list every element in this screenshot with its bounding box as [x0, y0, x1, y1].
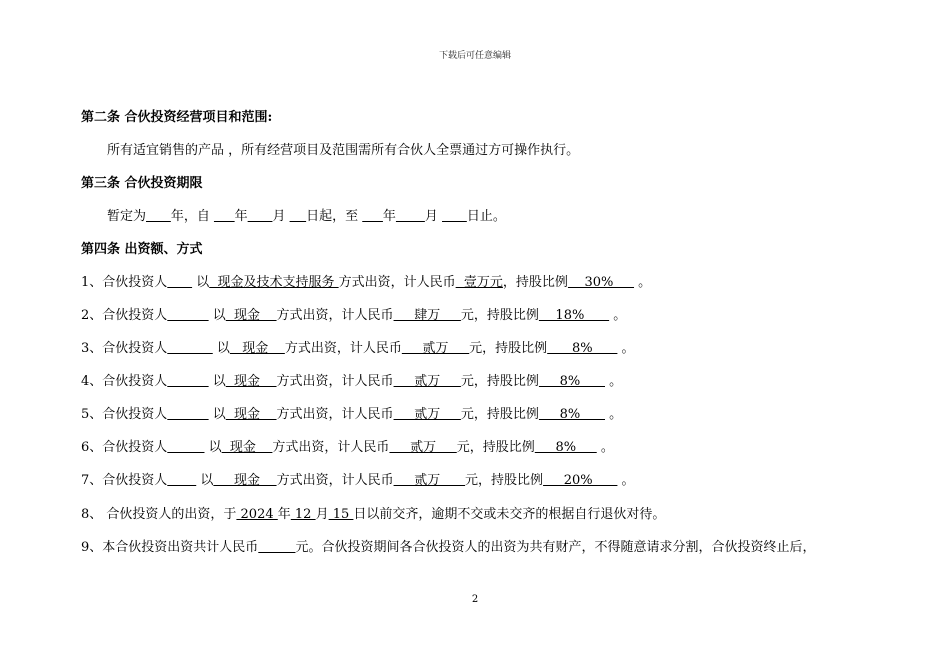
filled-field: 肆万 — [393, 308, 461, 323]
text-segment: 6、合伙投资人 — [81, 440, 168, 455]
contribution-item — [81, 440, 614, 456]
text-segment: 月 — [272, 209, 290, 224]
text-segment: 方式出资，计人民币 — [338, 275, 456, 290]
filled-field — [167, 308, 208, 323]
text-segment: 元，持股比例 — [469, 341, 548, 356]
article2-body: 所有适宜销售的产品 ，所有经营项目及范围需所有合伙人全票通过方可操作执行。 — [107, 143, 580, 158]
text-segment: 8、 合伙投资人的出资，于 — [81, 507, 237, 522]
contribution-item — [81, 473, 635, 489]
filled-field: 现金 — [225, 374, 277, 389]
text-segment: 以 — [208, 374, 226, 389]
contribution-item — [81, 275, 651, 291]
article4-heading: 第四条 出资额、方式 — [81, 242, 203, 257]
text-segment: 以 — [192, 275, 210, 290]
text-segment: 。 — [617, 341, 635, 356]
filled-field — [167, 374, 208, 389]
text-segment: 方式出资，计人民币 — [276, 308, 394, 323]
filled-field: 15 — [328, 507, 354, 522]
text-segment: 1、合伙投资人 — [81, 275, 168, 290]
text-segment: 方式出资，计人民币 — [272, 440, 390, 455]
text-segment: 年 — [277, 507, 291, 522]
filled-field: 贰万 — [393, 374, 461, 389]
text-segment: 7、合伙投资人 — [81, 473, 168, 488]
filled-field: 贰万 — [389, 440, 457, 455]
text-segment: 元，持股比例 — [460, 374, 539, 389]
text-segment: 以 — [212, 341, 230, 356]
filled-field: 30% — [567, 275, 635, 290]
blank-field — [442, 209, 467, 224]
filled-field: 壹万元 — [455, 275, 503, 290]
blank-field — [146, 209, 171, 224]
text-segment: 。 — [596, 440, 614, 455]
filled-field: 现金 — [225, 308, 277, 323]
text-segment: 。 — [605, 407, 623, 422]
blank-field — [362, 209, 383, 224]
filled-field: 现金 — [213, 473, 277, 488]
filled-field: 贰万 — [393, 473, 466, 488]
text-segment: 9、本合伙投资出资共计人民币 — [81, 540, 259, 555]
filled-field: 8% — [534, 440, 597, 455]
text-segment: 方式出资，计人民币 — [276, 374, 394, 389]
blank-field — [214, 209, 235, 224]
filled-field: 8% — [538, 407, 605, 422]
filled-field: 现金 — [229, 341, 285, 356]
text-segment: 。 — [617, 473, 635, 488]
filled-field: 8% — [547, 341, 618, 356]
page-header: 下载后可任意编辑 — [438, 51, 511, 61]
contribution-deadline — [81, 507, 665, 523]
text-segment: 3、合伙投资人 — [81, 341, 168, 356]
blank-field — [396, 209, 425, 224]
contribution-item — [81, 374, 622, 390]
text-segment: 日起，至 — [306, 209, 363, 224]
page-number: 2 — [471, 594, 479, 605]
text-segment: 日止。 — [466, 209, 506, 224]
text-segment: 年 — [234, 209, 248, 224]
text-segment: 以 — [208, 308, 226, 323]
text-segment: 元，持股比例 — [460, 308, 539, 323]
filled-field — [258, 540, 295, 555]
filled-field: 贰万 — [401, 341, 470, 356]
filled-field: 2024 — [236, 507, 278, 522]
text-segment: 以 — [196, 473, 214, 488]
contribution-total — [81, 540, 816, 556]
text-segment: 日以前交齐，逾期不交或未交齐的根据自行退伙对待。 — [353, 507, 666, 522]
filled-field — [167, 473, 196, 488]
contribution-item — [81, 341, 635, 357]
text-segment: 元，持股比例 — [456, 440, 535, 455]
blank-field — [290, 209, 307, 224]
contribution-item — [81, 407, 622, 423]
text-segment: 元，持股比例 — [465, 473, 544, 488]
filled-field: 现金 — [225, 407, 277, 422]
text-segment: 5、合伙投资人 — [81, 407, 168, 422]
text-segment: 。 — [634, 275, 652, 290]
filled-field — [167, 341, 212, 356]
filled-field: 18% — [538, 308, 610, 323]
article3-term — [107, 209, 506, 225]
article3-heading: 第三条 合伙投资期限 — [81, 176, 203, 191]
contribution-item — [81, 308, 626, 324]
text-segment: 。 — [605, 374, 623, 389]
filled-field: 8% — [538, 374, 605, 389]
text-segment: 。 — [609, 308, 627, 323]
filled-field: 现金及技术支持服务 — [209, 275, 339, 290]
filled-field — [167, 440, 204, 455]
filled-field: 12 — [290, 507, 316, 522]
text-segment: 方式出资，计人民币 — [284, 341, 402, 356]
text-segment: 4、合伙投资人 — [81, 374, 168, 389]
text-segment: 以 — [204, 440, 222, 455]
text-segment: 元。合伙投资期间各合伙投资人的出资为共有财产，不得随意请求分割，合伙投资终止后， — [295, 540, 816, 555]
text-segment: 月 — [424, 209, 443, 224]
text-segment: 年，自 — [170, 209, 214, 224]
filled-field — [167, 275, 192, 290]
article2-heading: 第二条 合伙投资经营项目和范围: — [81, 110, 273, 125]
text-segment: 暂定为 — [107, 209, 147, 224]
text-segment: 以 — [208, 407, 226, 422]
filled-field: 现金 — [221, 440, 273, 455]
text-segment: 年 — [382, 209, 396, 224]
text-segment: 元，持股比例 — [460, 407, 539, 422]
text-segment: 方式出资，计人民币 — [276, 407, 394, 422]
text-segment: 方式出资，计人民币 — [276, 473, 394, 488]
text-segment: 月 — [315, 507, 329, 522]
text-segment: ，持股比例 — [502, 275, 568, 290]
filled-field: 20% — [543, 473, 618, 488]
filled-field: 贰万 — [393, 407, 461, 422]
filled-field — [167, 407, 208, 422]
text-segment: 2、合伙投资人 — [81, 308, 168, 323]
blank-field — [248, 209, 273, 224]
